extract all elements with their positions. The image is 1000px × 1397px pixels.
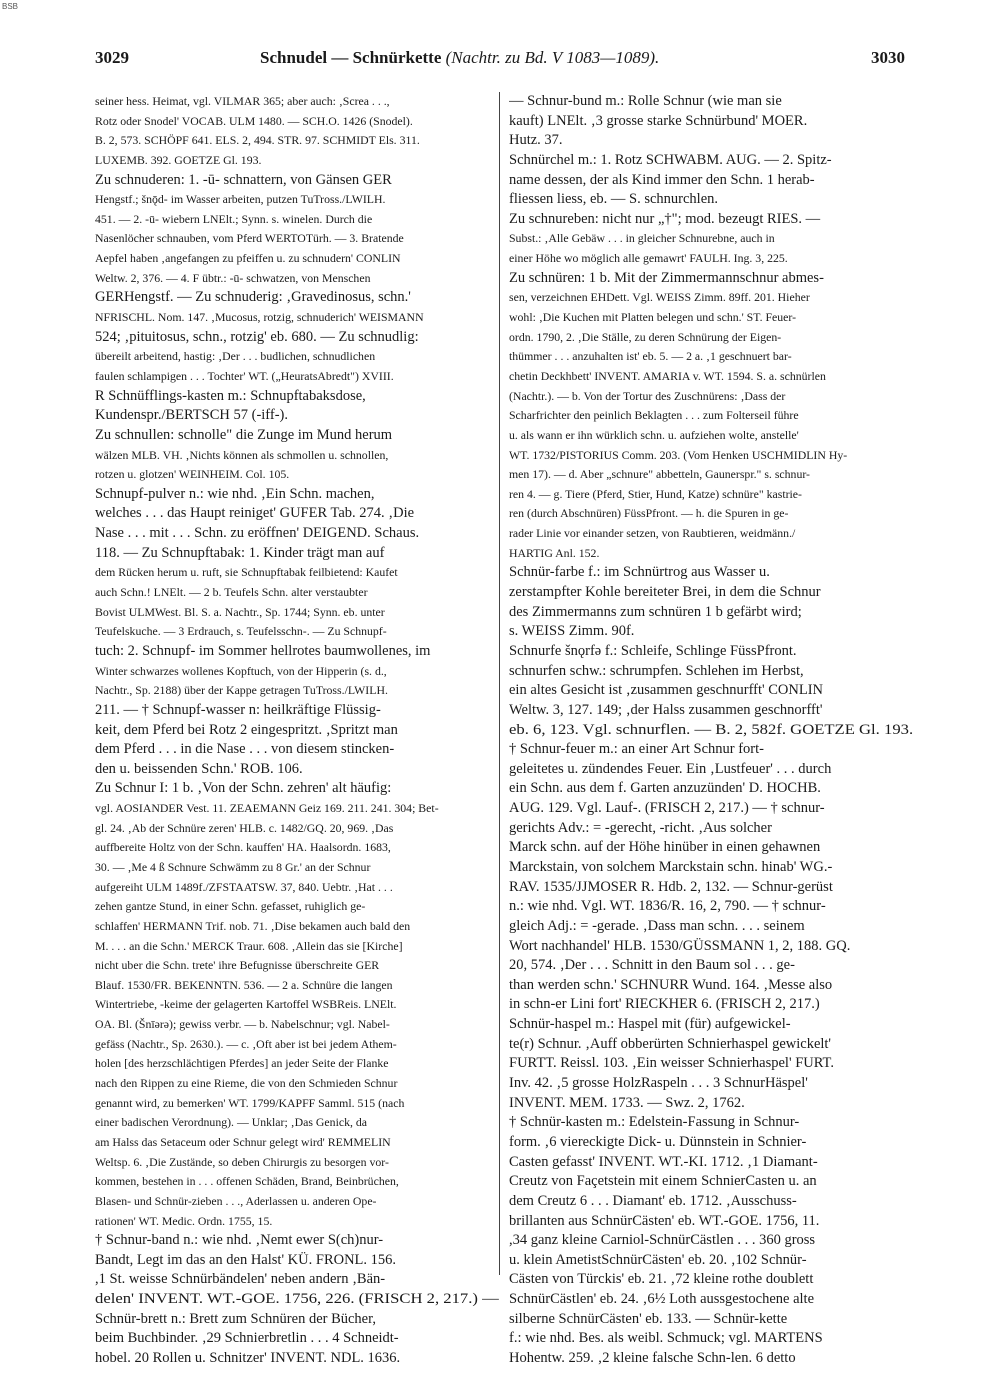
text-line	[95, 1172, 499, 1192]
right-column	[509, 92, 913, 1369]
text-line-content: Schnurfe šnǫrfə f.: Schleife, Schlinge FüssPfront.	[509, 642, 797, 659]
text-line-content: hobel. 20 Rollen u. Schnitzer' INVENT. NDL. 1636.	[95, 1350, 401, 1366]
text-line	[509, 426, 913, 446]
text-line-content: des Zimmermanns zum schnüren 1 b gefärbt wird;	[509, 603, 802, 620]
text-line	[95, 269, 499, 289]
text-line	[95, 858, 499, 878]
text-line-content: ein altes Gesicht ist ‚zusammen geschnurfft' CONLIN	[509, 682, 824, 699]
text-line	[509, 878, 913, 898]
text-line-content: zerstampfter Kohle bereiteter Brei, in dem die Schnur	[509, 584, 821, 601]
text-line	[509, 112, 913, 132]
text-line	[509, 151, 913, 171]
text-line	[95, 701, 499, 721]
text-line	[509, 937, 913, 957]
text-line-content: faulen schlampigen . . . Tochter' WT. („HeuratsAbredt") XVIII.	[95, 368, 394, 383]
text-line-content: chetin Deckhbett' INVENT. AMARIA v. WT. 1594. S. a. schnürlen	[509, 368, 826, 383]
text-line	[509, 1054, 913, 1074]
text-line	[509, 465, 913, 485]
text-line	[509, 1113, 913, 1133]
text-line-content: u. als wann er ihn würklich schn. u. aufziehen wolte, anstelle'	[509, 427, 799, 442]
text-line-content: ,1 St. weisse Schnürbändelen' neben andern ‚Bän-	[95, 1271, 386, 1288]
text-line-content: gerichts Adv.: = -gerecht, -richt. ‚Aus solcher	[509, 819, 772, 836]
text-line-content: 451. — 2. -ū- wiebern LNElt.; Synn. s. winelen. Durch die	[95, 211, 373, 226]
text-line	[509, 799, 913, 819]
text-line	[95, 1035, 499, 1055]
text-line	[95, 544, 499, 564]
text-line	[509, 622, 913, 642]
text-line-content: Wort nachhandel' HLB. 1530/GÜSSMANN 1, 2, 188. GQ.	[509, 937, 851, 954]
text-line-content: nach den Rippen zu eine Rieme, die von den Schmieden Schnur	[95, 1076, 398, 1091]
text-line	[509, 838, 913, 858]
text-line-content: 524; ‚pituitosus, schn., rotzig' eb. 680. — Zu schnudlig:	[95, 328, 419, 345]
text-line-content: 20, 574. ‚Der . . . Schnitt in den Baum sol . . . ge-	[509, 957, 795, 974]
text-line-content: Rotz oder Snodel' VOCAB. ULM 1480. — SCH.O. 1426 (Snodel).	[95, 113, 413, 128]
text-line	[509, 740, 913, 760]
text-line-content: f.: wie nhd. Bes. als weibl. Schmuck; vgl. MARTENS	[509, 1330, 823, 1347]
text-line	[95, 112, 499, 132]
text-line	[95, 897, 499, 917]
text-line-content: gl. 24. ‚Ab der Schnüre zeren' HLB. c. 1482/GQ. 20, 969. ‚Das	[95, 820, 394, 835]
text-line-content: INVENT. MEM. 1733. — Swz. 2, 1762.	[509, 1094, 745, 1111]
text-line-content: Weltw. 3, 127. 149; ‚der Halss zusammen geschnorfft'	[509, 701, 823, 718]
text-line-content: R Schnüfflings-kasten m.: Schnupftabaksdose,	[95, 387, 366, 404]
text-line	[95, 760, 499, 780]
text-line-content: wohl: ‚Die Kuchen mit Platten belegen und schn.' ST. Feuer-	[509, 310, 797, 325]
text-line	[95, 878, 499, 898]
text-line-content: gleich Adj.: = -gerade. ‚Dass man schn. . . . seinem	[509, 917, 805, 934]
text-line-content: Blasen- und Schnür-zieben . . ., Aderlassen u. anderen Ope-	[95, 1193, 377, 1208]
text-line-content: RAV. 1535/JJMOSER R. Hdb. 2, 132. — Schnur-gerüst	[509, 878, 833, 895]
text-line	[95, 1133, 499, 1153]
text-line	[95, 838, 499, 858]
text-line-content: SchnürCästlen' eb. 24. ‚6½ Loth aussgestochene alte	[509, 1291, 815, 1308]
text-line-content: Marck schn. auf der Höhe hinüber in einen gehawnen	[509, 839, 821, 856]
text-line-content: M. . . . an die Schn.' MERCK Traur. 608. ‚Allein das sie [Kirche]	[95, 938, 403, 953]
text-line	[95, 1212, 499, 1232]
text-line-content: einer badischen Verordnung). — Unklar; ‚Das Genick, da	[95, 1115, 368, 1130]
text-line-content: auch Schn.! LNElt. — 2 b. Teufels Schn. alter verstaubter	[95, 585, 368, 600]
text-line	[95, 1074, 499, 1094]
text-line-content: WT. 1732/PISTORIUS Comm. 203. (Vom Henken USCHMIDLIN Hy-	[509, 447, 848, 462]
text-line	[95, 1192, 499, 1212]
text-line	[509, 563, 913, 583]
text-line-content: Kundenspr./BERTSCH 57 (-iff-).	[95, 407, 288, 424]
text-line	[95, 721, 499, 741]
text-line-content: † Schnür-kasten m.: Edelstein-Fassung in Schnur-	[509, 1114, 800, 1131]
text-line-content: brillanten aus SchnürCästen' eb. WT.-GOE. 1756, 11.	[509, 1212, 820, 1229]
text-line-content: wälzen MLB. VH. ‚Nichts können als schmollen u. schnollen,	[95, 447, 389, 462]
text-line	[95, 288, 499, 308]
text-line-content: zehen gantze Stund, in einer Schn. gefasset, ruhiglich ge-	[95, 899, 366, 914]
text-line-content: auffbereite Holtz von der Schn. kauffen' HA. Haalsordn. 1683,	[95, 840, 391, 855]
text-line-content: Zu schnullen: schnolle" die Zunge im Mund herum	[95, 426, 393, 443]
text-line	[95, 249, 499, 269]
text-line	[509, 131, 913, 151]
text-line-content: seiner hess. Heimat, vgl. VILMAR 365; aber auch: ‚Screa . . .,	[95, 94, 390, 108]
text-line	[509, 976, 913, 996]
text-line	[95, 642, 499, 662]
text-line-content: n.: wie nhd. Vgl. WT. 1836/R. 16, 2, 790. — † schnur-	[509, 898, 826, 915]
text-line-content: Schnür-haspel m.: Haspel mit (für) aufgewickel-	[509, 1016, 791, 1033]
text-line-content: ren (durch Abschnüren) FüssPfront. — h. die Spuren in ge-	[509, 506, 789, 521]
text-line	[509, 956, 913, 976]
text-line-content: keit, dem Pferd bei Rotz 2 eingespritzt. ‚Spritzt man	[95, 721, 398, 738]
text-line	[509, 1015, 913, 1035]
text-line-content: vgl. AOSIANDER Vest. 11. ZEAEMANN Geiz 169. 211. 241. 304; Bet-	[95, 801, 439, 816]
text-line-content: — Schnur-bund m.: Rolle Schnur (wie man sie	[509, 93, 782, 109]
text-line	[509, 249, 913, 269]
text-line	[509, 721, 913, 741]
text-line	[509, 583, 913, 603]
text-line	[95, 937, 499, 957]
text-line	[95, 799, 499, 819]
text-line	[509, 1270, 913, 1290]
text-line-content: AUG. 129. Vgl. Lauf-. (FRISCH 2, 217.) — † schnur-	[509, 800, 825, 817]
text-line-content: Winter schwarzes wollenes Kopftuch, von der Hipperin (s. d.,	[95, 663, 387, 678]
text-line-content: Zu Schnur I: 1 b. ‚Von der Schn. zehren' alt häufig:	[95, 780, 392, 797]
text-line	[95, 1270, 499, 1290]
text-line	[95, 347, 499, 367]
text-line	[95, 563, 499, 583]
text-line-content: HARTIG Anl. 152.	[509, 545, 600, 560]
text-line	[95, 485, 499, 505]
text-line-content: Wintertriebe, -keime der gelagerten Kartoffel WSBReis. LNElt.	[95, 997, 397, 1012]
text-line	[509, 1094, 913, 1114]
text-line	[509, 387, 913, 407]
text-line-content: nicht uber die Schn. trete' ihre Befugnisse überschreite GER	[95, 958, 380, 973]
text-line	[509, 1251, 913, 1271]
text-line	[95, 387, 499, 407]
text-line-content: ,34 ganz kleine Carniol-SchnürCästlen . . . 360 gross	[509, 1232, 816, 1249]
text-line-content: † Schnur-band n.: wie nhd. ‚Nemt ewer S(ch)nur-	[95, 1232, 384, 1249]
text-line-content: Bandt, Legt im das an den Halst' KÜ. FRONL. 156.	[95, 1251, 397, 1268]
text-line-content: übereilt arbeitend, hastig: ‚Der . . . budlichen, schnudlichen	[95, 349, 376, 364]
text-line	[95, 92, 499, 112]
text-line-content: aufgereiht ULM 1489f./ZFSTAATSW. 37, 840. Uebtr. ‚Hat . . .	[95, 879, 393, 894]
text-line	[95, 446, 499, 466]
text-line-content: delen' INVENT. WT.-GOE. 1756, 226. (FRISCH 2, 217.) —	[95, 1291, 499, 1308]
text-line	[509, 1153, 913, 1173]
text-line	[509, 779, 913, 799]
text-line-content: OA. Bl. (Šnīərə); gewiss verbr. — b. Nabelschnur; vgl. Nabel-	[95, 1017, 390, 1032]
text-line	[509, 917, 913, 937]
text-line	[95, 1251, 499, 1271]
text-line-content: Inv. 42. ‚5 grosse HolzRaspeln . . . 3 SchnurHäspel'	[509, 1075, 808, 1092]
text-line	[509, 1349, 913, 1369]
text-line-content: (Nachtr.). — b. Von der Tortur des Zuschnürens: ‚Dass der	[509, 388, 786, 403]
text-line	[509, 446, 913, 466]
text-line-content: 211. — † Schnupf-wasser n: heilkräftige Flüssig-	[95, 701, 381, 718]
text-line	[95, 151, 499, 171]
text-line-content: form. ‚6 viereckigte Dick- u. Dünnstein in Schnier-	[509, 1133, 807, 1150]
text-line	[509, 92, 913, 112]
text-line-content: rotzen u. glotzen' WEINHEIM. Col. 105.	[95, 467, 290, 482]
text-line	[95, 740, 499, 760]
text-line	[509, 819, 913, 839]
text-line	[95, 583, 499, 603]
text-line	[509, 1310, 913, 1330]
text-line-content: Weltsp. 6. ‚Die Zustände, so deben Chirurgis zu besorgen vor-	[95, 1154, 389, 1169]
text-line	[509, 190, 913, 210]
text-line	[509, 897, 913, 917]
text-line	[95, 779, 499, 799]
left-column	[95, 92, 499, 1369]
text-line	[509, 760, 913, 780]
text-line	[509, 1231, 913, 1251]
text-line-content: Hohentw. 259. ‚2 kleine falsche Schn-len. 6 detto	[509, 1350, 796, 1366]
text-line	[95, 190, 499, 210]
text-line	[95, 1310, 499, 1330]
text-line-content: in schn-er Lini fort' RIECKHER 6. (FRISCH 2, 217.)	[509, 996, 820, 1013]
text-line-content: den u. beissenden Schn.' ROB. 106.	[95, 760, 303, 777]
text-line-content: NFRISCHL. Nom. 147. ‚Mucosus, rotzig, schnuderich' WEISMANN	[95, 310, 424, 325]
text-line	[509, 858, 913, 878]
text-line	[95, 1290, 499, 1310]
text-line-content: Aepfel haben ‚angefangen zu pfeiffen u. zu schnudern' CONLIN	[95, 251, 401, 266]
text-line	[509, 347, 913, 367]
text-line-content: am Halss das Setaceum oder Schnur gelegt wird' REMMELIN	[95, 1134, 391, 1149]
text-line-content: name dessen, der als Kind immer den Schn. 1 herab-	[509, 171, 815, 188]
text-line	[95, 229, 499, 249]
text-line	[509, 1035, 913, 1055]
running-title-note: (Nachtr. zu Bd. V 1083—1089).	[445, 48, 660, 67]
text-line-content: GERHengstf. — Zu schnuderig: ‚Gravedinosus, schn.'	[95, 289, 411, 306]
text-line-content: Schnür-farbe f.: im Schnürtrog aus Wasser u.	[509, 564, 770, 581]
text-line	[509, 1329, 913, 1349]
text-line-content: Cästen von Türckis' eb. 21. ‚72 kleine rothe doublett	[509, 1271, 814, 1288]
text-line	[509, 288, 913, 308]
text-line	[509, 1074, 913, 1094]
text-line-content: Nasenlöcher schnauben, vom Pferd WERTOTürh. — 3. Bratende	[95, 231, 404, 246]
text-line-content: beim Buchbinder. ‚29 Schnierbretlin . . . 4 Schneidt-	[95, 1330, 399, 1347]
page-header	[95, 48, 905, 72]
text-line-content: dem Rücken herum u. ruft, sie Schnupftabak feilbietend: Kaufet	[95, 565, 398, 580]
text-line-content: ordn. 1790, 2. ‚Die Ställe, zu deren Schnürung der Eigen-	[509, 329, 782, 344]
column-divider	[499, 92, 500, 1275]
text-line	[95, 819, 499, 839]
text-line	[95, 504, 499, 524]
text-line	[95, 603, 499, 623]
text-line	[95, 210, 499, 230]
text-line-content: sen, verzeichnen EHDett. Vgl. WEISS Zimm. 89ff. 201. Hieher	[509, 290, 810, 305]
text-line	[95, 328, 499, 348]
text-line	[95, 1094, 499, 1114]
text-line-content: dem Pferd . . . in die Nase . . . von diesem stincken-	[95, 741, 395, 758]
text-line-content: ren 4. — g. Tiere (Pferd, Stier, Hund, Katze) schnüre" kastrie-	[509, 486, 802, 501]
text-line	[95, 956, 499, 976]
text-line	[95, 426, 499, 446]
text-line-content: kommen, bestehen in . . . offenen Schäden, Brand, Beinbrüchen,	[95, 1174, 399, 1189]
text-line-content: FURTT. Reissl. 103. ‚Ein weisser Schnierhaspel' FURT.	[509, 1055, 834, 1072]
text-line	[95, 1231, 499, 1251]
text-line-content: te(r) Schnur. ‚Auff obberürten Schnierhaspel gewickelt'	[509, 1035, 832, 1052]
text-line-content: s. WEISS Zimm. 90f.	[509, 623, 635, 640]
text-line	[95, 976, 499, 996]
text-line	[509, 308, 913, 328]
text-line-content: Scharfrichter den peinlich Beklagten . . . zum Folterseil führe	[509, 408, 799, 423]
text-line-content: einer Höhe wo möglich alle gemawrt' FAULH. Ing. 3, 225.	[509, 251, 788, 266]
page-number-right: 3030	[871, 48, 905, 67]
text-line-content: rationen' WT. Medic. Ordn. 1755, 15.	[95, 1213, 273, 1228]
text-line	[95, 1113, 499, 1133]
text-line-content: welches . . . das Haupt reiniget' GUFER Tab. 274. ‚Die	[95, 505, 415, 522]
text-line	[509, 995, 913, 1015]
text-line-content: Marckstain, von solchem Marckstain schn. hinab' WG.-	[509, 858, 833, 875]
text-line-content: Zu schnureben: nicht nur „†"; mod. bezeugt RIES. —	[509, 210, 821, 227]
text-line	[95, 171, 499, 191]
text-line-content: Nase . . . mit . . . Schn. zu eröffnen' DEIGEND. Schaus.	[95, 525, 420, 542]
text-line-content: eb. 6, 123. Vgl. schnurflen. — B. 2, 582f. GOETZE Gl. 193.	[509, 721, 913, 738]
text-line-content: Creutz von Façetstein mit einem SchnierCasten u. an	[509, 1173, 817, 1190]
text-line	[509, 328, 913, 348]
text-line-content: silberne SchnürCästen' eb. 133. — Schnür-kette	[509, 1310, 788, 1327]
text-line-content: u. klein AmetistSchnürCästen' eb. 20. ‚102 Schnür-	[509, 1251, 807, 1268]
text-line-content: genannt wird, zu bemerken' WT. 1799/KAPFF Samml. 515 (nach	[95, 1095, 405, 1110]
text-line-content: schnurfen schw.: schrumpfen. Schlehen im Herbst,	[509, 662, 804, 679]
text-line	[509, 662, 913, 682]
text-line-content: Subst.: ‚Alle Gebäw . . . in gleicher Schnurebne, auch in	[509, 231, 775, 246]
text-line-content: Schnürchel m.: 1. Rotz SCHWABM. AUG. — 2. Spitz-	[509, 151, 832, 168]
text-line	[95, 131, 499, 151]
text-line	[95, 622, 499, 642]
text-line-content: LUXEMB. 392. GOETZE Gl. 193.	[95, 152, 262, 167]
text-line	[509, 681, 913, 701]
text-line-content: geleitetes u. zündendes Feuer. Ein ‚Lustfeuer' . . . durch	[509, 760, 832, 777]
text-line	[509, 504, 913, 524]
text-line	[95, 524, 499, 544]
library-stamp: BSB	[2, 2, 19, 11]
text-line	[509, 1192, 913, 1212]
text-line-content: B. 2, 573. SCHÖPF 641. ELS. 2, 494. STR. 97. SCHMIDT Els. 311.	[95, 133, 420, 148]
text-line-content: thümmer . . . anzuhalten ist' eb. 5. — 2 a. ‚1 geschnuert bar-	[509, 349, 792, 364]
page-number-left: 3029	[95, 48, 129, 67]
text-line-content: Nachtr., Sp. 2188) über der Kappe getragen TuTross./LWILH.	[95, 683, 388, 698]
running-title-main: Schnudel — Schnürkette	[260, 48, 442, 67]
text-line-content: tuch: 2. Schnupf- im Sommer hellrotes baumwollenes, im	[95, 642, 431, 659]
text-line	[509, 269, 913, 289]
text-line	[509, 210, 913, 230]
text-line	[95, 1329, 499, 1349]
text-line-content: Zu schnüren: 1 b. Mit der Zimmermannschnur abmes-	[509, 269, 824, 286]
text-line	[95, 1349, 499, 1369]
text-line-content: Schnupf-pulver n.: wie nhd. ‚Ein Schn. machen,	[95, 485, 375, 502]
text-line-content: kauft) LNElt. ‚3 grosse starke Schnürbund' MOER.	[509, 112, 808, 129]
text-line-content: † Schnur-feuer m.: an einer Art Schnur fort-	[509, 741, 764, 758]
text-line-content: Weltw. 2, 376. — 4. F übtr.: -ū- schwatzen, von Menschen	[95, 270, 371, 285]
text-line	[95, 406, 499, 426]
text-line-content: Zu schnuderen: 1. -ū- schnattern, von Gänsen GER	[95, 171, 392, 188]
text-line	[509, 1290, 913, 1310]
text-line	[95, 662, 499, 682]
text-line	[509, 701, 913, 721]
text-line	[509, 1212, 913, 1232]
text-line-content: fliessen liess, eb. — S. schnurchlen.	[509, 191, 719, 208]
text-line	[95, 1153, 499, 1173]
text-line	[95, 995, 499, 1015]
text-line-content: rader Linie vor einander setzen, von Raubtieren, weidmänn./	[509, 526, 796, 541]
text-line	[509, 1133, 913, 1153]
text-line	[509, 603, 913, 623]
text-line-content: 30. — ‚Me 4 ß Schnure Schwämm zu 8 Gr.' an der Schnur	[95, 859, 371, 874]
text-line-content: schlaffen' HERMANN Trif. nob. 71. ‚Dise bekamen auch bald den	[95, 918, 411, 933]
text-line	[509, 544, 913, 564]
running-title	[260, 48, 659, 68]
text-line-content: Teufelskuche. — 3 Erdrauch, s. Teufelsschn-. — Zu Schnupf-	[95, 624, 387, 639]
text-line-content: Blauf. 1530/FR. BEKENNTN. 536. — 2 a. Schnüre die langen	[95, 977, 393, 992]
text-line	[509, 642, 913, 662]
text-line	[95, 465, 499, 485]
text-line-content: gefäss (Nachtr., Sp. 2630.). — c. ‚Oft aber ist bei jedem Athem-	[95, 1036, 397, 1051]
text-line-content: Hengstf.; šnǭd- im Wasser arbeiten, putzen TuTross./LWILH.	[95, 192, 386, 207]
text-line-content: dem Creutz 6 . . . Diamant' eb. 1712. ‚Ausschuss-	[509, 1192, 797, 1209]
text-line-content: than werden schn.' SCHNURR Wund. 164. ‚Messe also	[509, 976, 833, 993]
text-line	[95, 1015, 499, 1035]
text-line-content: Schnür-brett n.: Brett zum Schnüren der Bücher,	[95, 1310, 376, 1327]
text-line	[509, 485, 913, 505]
text-line-content: Bovist ULMWest. Bl. S. a. Nachtr., Sp. 1744; Synn. eb. unter	[95, 604, 385, 619]
text-line	[95, 1054, 499, 1074]
text-line-content: holen [des herzschlächtigen Pferdes] an jeder Seite der Flanke	[95, 1056, 389, 1071]
text-line-content: 118. — Zu Schnupftabak: 1. Kinder trägt man auf	[95, 544, 385, 561]
text-line	[509, 171, 913, 191]
text-line	[509, 524, 913, 544]
text-line-content: Hutz. 37.	[509, 132, 563, 149]
text-line-content: ein Schn. aus dem f. Garten anzuzünden' D. HOCHB.	[509, 780, 821, 797]
text-line	[95, 681, 499, 701]
text-line	[509, 1172, 913, 1192]
text-line	[509, 229, 913, 249]
text-line	[509, 406, 913, 426]
text-line	[95, 308, 499, 328]
text-line	[95, 917, 499, 937]
text-line	[509, 367, 913, 387]
text-line	[95, 367, 499, 387]
text-line-content: men 17). — d. Aber „schnure" abbetteln, Gaunerspr." s. schnur-	[509, 467, 810, 482]
text-line-content: Casten gefasst' INVENT. WT.-KI. 1712. ‚1 Diamant-	[509, 1153, 818, 1170]
